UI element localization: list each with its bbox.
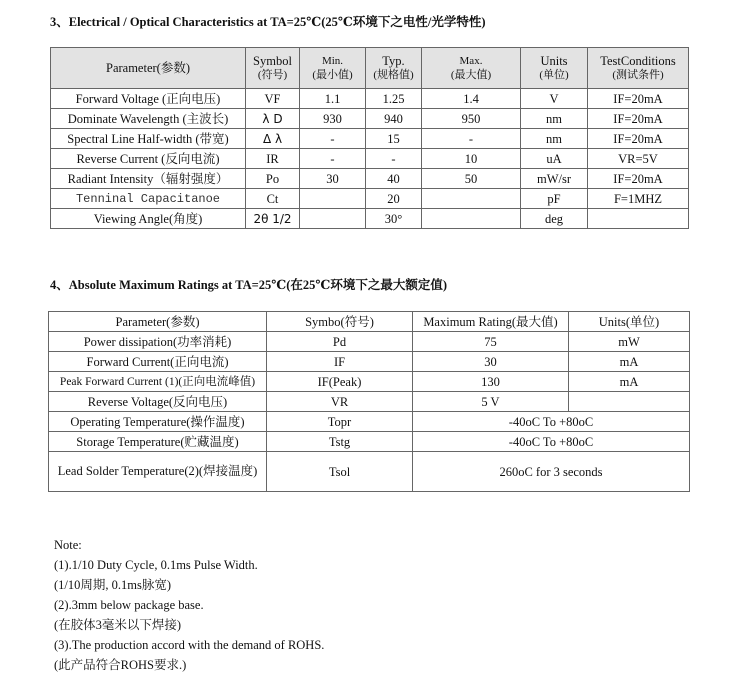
header-units: Units(单位) — [569, 312, 690, 332]
cell: - — [422, 129, 521, 149]
cell: 50 — [422, 169, 521, 189]
cell: mA — [569, 372, 690, 392]
cell: nm — [521, 109, 588, 129]
cell: -40oC To +80oC — [413, 432, 690, 452]
cell: IR — [246, 149, 300, 169]
cell: 1.1 — [300, 89, 366, 109]
cell: 930 — [300, 109, 366, 129]
cell: 75 — [413, 332, 569, 352]
cell: Forward Voltage (正向电压) — [51, 89, 246, 109]
cell: Peak Forward Current (1)(正向电流峰值) — [49, 372, 267, 392]
table-header-row — [49, 312, 690, 332]
cell: Tenninal Capacitanoe — [51, 189, 246, 209]
cell: Forward Current(正向电流) — [49, 352, 267, 372]
cell: Spectral Line Half-width (带宽) — [51, 129, 246, 149]
table-row — [51, 189, 689, 209]
cell: 1.25 — [366, 89, 422, 109]
cell: mW — [569, 332, 690, 352]
note-line: (此产品符合ROHS要求.) — [54, 658, 187, 672]
cell: - — [300, 129, 366, 149]
cell: uA — [521, 149, 588, 169]
note-line: Note: — [54, 538, 82, 552]
cell: λ D — [246, 109, 300, 129]
header-parameter: Parameter(参数) — [51, 48, 246, 89]
cell: 30 — [300, 169, 366, 189]
note-line: (1).1/10 Duty Cycle, 0.1ms Pulse Width. — [54, 558, 258, 572]
cell: Power dissipation(功率消耗) — [49, 332, 267, 352]
cell: VF — [246, 89, 300, 109]
note-line: (2).3mm below package base. — [54, 598, 204, 612]
note-line: (1/10周期, 0.1ms脉宽) — [54, 578, 172, 592]
cell: IF=20mA — [588, 169, 689, 189]
cell: Reverse Current (反向电流) — [51, 149, 246, 169]
header-max: Max. (最大值) — [422, 48, 521, 89]
cell: Ct — [246, 189, 300, 209]
table-row — [51, 89, 689, 109]
header-test-conditions: TestConditions (测试条件) — [588, 48, 689, 89]
table-row — [51, 129, 689, 149]
cell: IF=20mA — [588, 89, 689, 109]
cell: F=1MHZ — [588, 189, 689, 209]
cell: 20 — [366, 189, 422, 209]
cell: 1.4 — [422, 89, 521, 109]
cell: IF — [267, 352, 413, 372]
table-row — [49, 372, 690, 392]
table-row — [49, 392, 690, 412]
cell — [422, 209, 521, 229]
cell: V — [521, 89, 588, 109]
cell: pF — [521, 189, 588, 209]
header-min: Min. (最小值) — [300, 48, 366, 89]
cell: mA — [569, 352, 690, 372]
cell: VR — [267, 392, 413, 412]
note-line: (在胶体3毫米以下焊接) — [54, 618, 182, 632]
header-units: Units (单位) — [521, 48, 588, 89]
cell: 40 — [366, 169, 422, 189]
cell: 130 — [413, 372, 569, 392]
section-4-title: 4、Absolute Maximum Ratings at TA=25℃(在25℃环境下之最大额定值) — [50, 278, 448, 292]
cell: deg — [521, 209, 588, 229]
cell — [300, 189, 366, 209]
cell — [588, 209, 689, 229]
table-row — [49, 352, 690, 372]
cell: Δ λ — [246, 129, 300, 149]
header-parameter: Parameter(参数) — [49, 312, 267, 332]
table-row — [49, 452, 690, 492]
notes-block — [54, 535, 324, 675]
cell: Reverse Voltage(反向电压) — [49, 392, 267, 412]
table-row — [51, 169, 689, 189]
cell: Dominate Wavelength (主波长) — [51, 109, 246, 129]
cell — [300, 209, 366, 229]
cell: Operating Temperature(操作温度) — [49, 412, 267, 432]
header-max-rating: Maximum Rating(最大值) — [413, 312, 569, 332]
header-symbol: Symbol (符号) — [246, 48, 300, 89]
cell: Radiant Intensity（辐射强度） — [51, 169, 246, 189]
table-row — [51, 209, 689, 229]
cell: 2θ 1/2 — [246, 209, 300, 229]
cell: Storage Temperature(贮藏温度) — [49, 432, 267, 452]
cell: -40oC To +80oC — [413, 412, 690, 432]
section-3-title: 3、Electrical / Optical Characteristics at TA=25℃(25℃环境下之电性/光学特性) — [50, 15, 486, 29]
note-line: (3).The production accord with the demand of ROHS. — [54, 638, 325, 652]
table-row — [49, 432, 690, 452]
table-header-row — [51, 48, 689, 89]
cell: nm — [521, 129, 588, 149]
electrical-optical-table — [50, 47, 689, 229]
cell: Tsol — [267, 452, 413, 492]
cell: 5 V — [413, 392, 569, 412]
cell: - — [300, 149, 366, 169]
header-typ: Typ. (规格值) — [366, 48, 422, 89]
cell: 30 — [413, 352, 569, 372]
cell: IF(Peak) — [267, 372, 413, 392]
cell: IF=20mA — [588, 129, 689, 149]
cell: Po — [246, 169, 300, 189]
cell: VR=5V — [588, 149, 689, 169]
table-row — [51, 149, 689, 169]
absolute-max-ratings-table — [48, 311, 690, 492]
cell: Lead Solder Temperature(2)(焊接温度) — [49, 452, 267, 492]
header-symbol: Symbo(符号) — [267, 312, 413, 332]
cell: - — [366, 149, 422, 169]
cell — [569, 392, 690, 412]
table-row — [49, 412, 690, 432]
cell: 940 — [366, 109, 422, 129]
table-row — [51, 109, 689, 129]
cell: 10 — [422, 149, 521, 169]
cell: 950 — [422, 109, 521, 129]
cell: Tstg — [267, 432, 413, 452]
cell: Topr — [267, 412, 413, 432]
cell — [422, 189, 521, 209]
cell: 260oC for 3 seconds — [413, 452, 690, 492]
cell: 15 — [366, 129, 422, 149]
cell: Pd — [267, 332, 413, 352]
table-row — [49, 332, 690, 352]
cell: IF=20mA — [588, 109, 689, 129]
cell: Viewing Angle(角度) — [51, 209, 246, 229]
cell: 30° — [366, 209, 422, 229]
cell: mW/sr — [521, 169, 588, 189]
